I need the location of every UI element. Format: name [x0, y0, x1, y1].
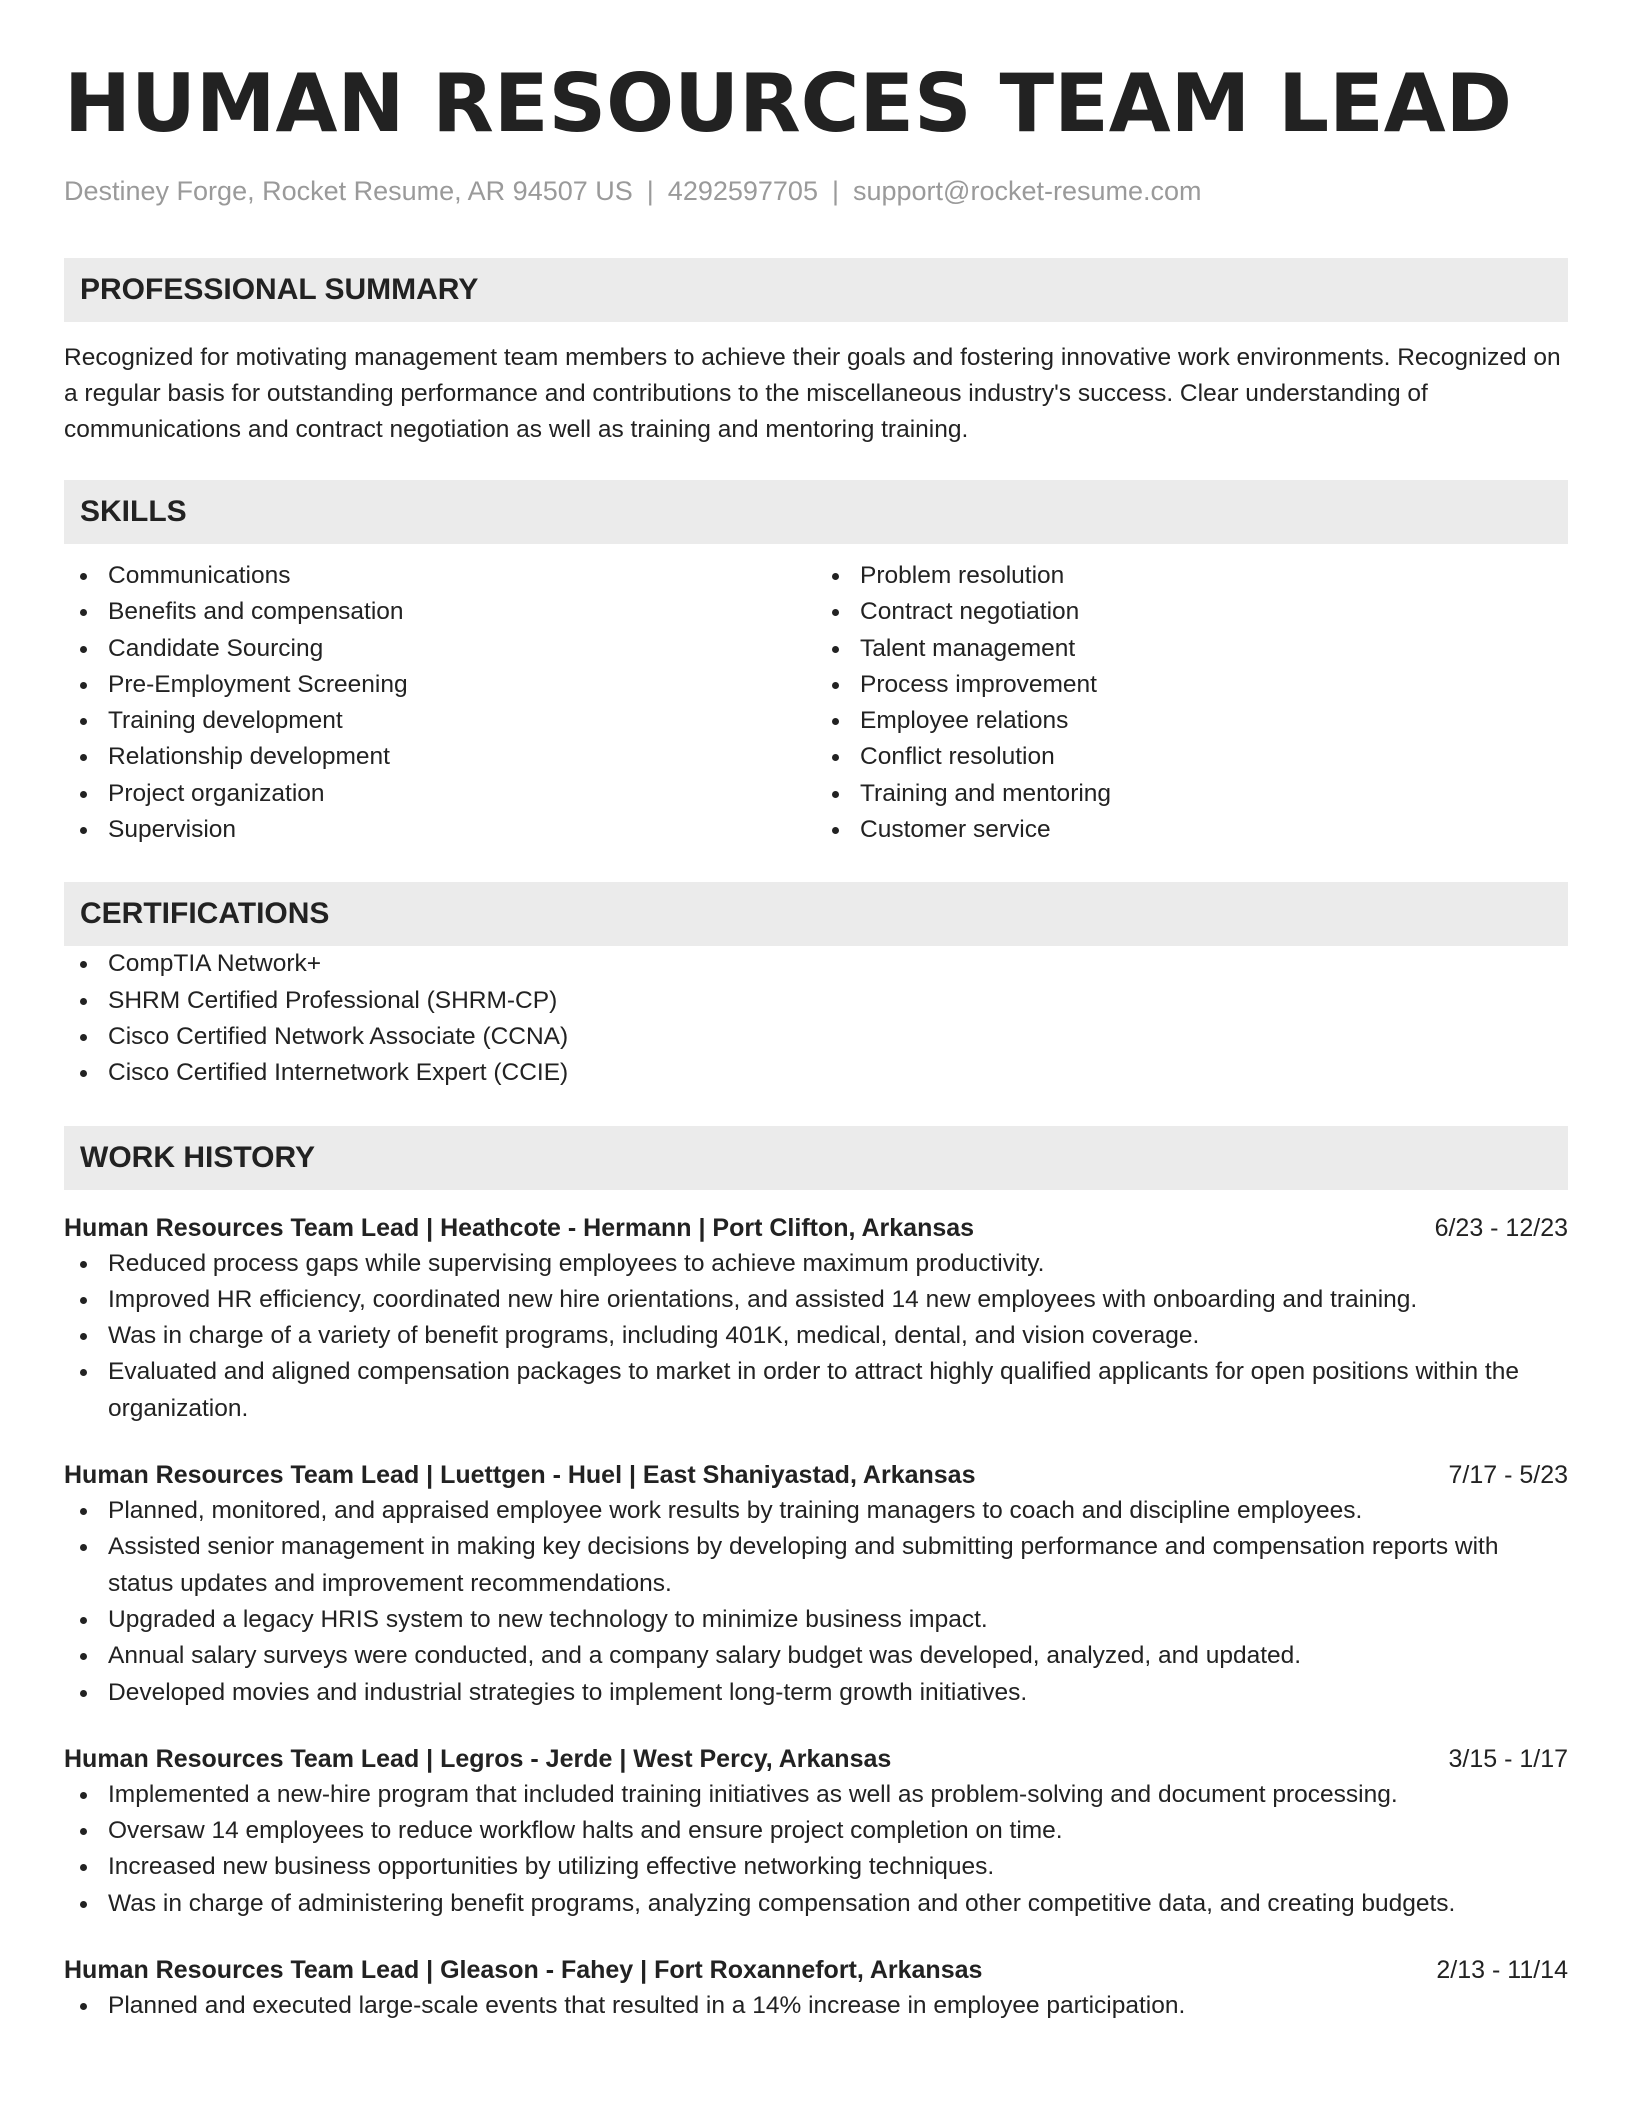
bullet-dot-icon: [80, 609, 87, 616]
section-header-summary: [64, 258, 1568, 322]
job-bullet: [64, 1602, 1568, 1638]
skill-item: [64, 631, 816, 667]
certification-item: [64, 1019, 1568, 1055]
bullet-dot-icon: [80, 682, 87, 689]
bullet-dot-icon: [80, 1653, 87, 1660]
bullet-dot-icon: [80, 1901, 87, 1908]
skill-item: [64, 667, 816, 703]
bullet-dot-icon: [832, 646, 839, 653]
skill-item: [64, 703, 816, 739]
bullet-text: Process improvement: [860, 670, 1097, 698]
bullet-dot-icon: [80, 1070, 87, 1077]
skill-item: [64, 594, 816, 630]
bullet-text: Implemented a new-hire program that included training initiatives as well as problem-solving and document processing.: [108, 1780, 1398, 1808]
certification-item: [64, 1055, 1568, 1091]
skills-column-right: [816, 558, 1568, 848]
bullet-text: Annual salary surveys were conducted, and a company salary budget was developed, analyzed, and updated.: [108, 1642, 1302, 1670]
job-dates: 7/17 - 5/23: [1448, 1461, 1568, 1490]
bullet-dot-icon: [80, 827, 87, 834]
job-bullet: [64, 1886, 1568, 1922]
bullet-dot-icon: [80, 1297, 87, 1304]
bullet-dot-icon: [80, 1369, 87, 1376]
contact-address: Destiney Forge, Rocket Resume, AR 94507 US: [64, 176, 633, 206]
job-entry: [64, 1741, 1568, 1922]
job-bullet: [64, 1638, 1568, 1674]
job-dates: 3/15 - 1/17: [1448, 1744, 1568, 1773]
certification-item: [64, 983, 1568, 1019]
bullet-dot-icon: [80, 961, 87, 968]
bullet-text: Supervision: [108, 816, 237, 844]
bullet-text: Improved HR efficiency, coordinated new hire orientations, and assisted 14 new employees with onboarding and training.: [108, 1285, 1418, 1313]
bullet-dot-icon: [80, 1544, 87, 1551]
bullet-dot-icon: [80, 2003, 87, 2010]
section-title: CERTIFICATIONS: [80, 897, 330, 931]
bullet-dot-icon: [80, 1333, 87, 1340]
bullet-text: Upgraded a legacy HRIS system to new technology to minimize business impact.: [108, 1605, 988, 1633]
bullet-text: Customer service: [860, 816, 1051, 844]
bullet-dot-icon: [80, 754, 87, 761]
job-title: Human Resources Team Lead | Luettgen - Huel | East Shaniyastad, Arkansas: [64, 1461, 976, 1490]
bullet-dot-icon: [80, 1828, 87, 1835]
bullet-dot-icon: [80, 646, 87, 653]
bullet-text: Cisco Certified Network Associate (CCNA): [108, 1022, 569, 1050]
job-title: Human Resources Team Lead | Heathcote - Hermann | Port Clifton, Arkansas: [64, 1213, 975, 1242]
bullet-text: Problem resolution: [860, 562, 1065, 589]
bullet-text: Communications: [108, 562, 291, 589]
bullet-text: Cisco Certified Internetwork Expert (CCIE): [108, 1059, 569, 1087]
bullet-dot-icon: [832, 754, 839, 761]
job-bullet: [64, 1318, 1568, 1354]
job-bullets: [64, 1246, 1568, 1427]
bullet-dot-icon: [80, 1508, 87, 1515]
bullet-text: Was in charge of a variety of benefit programs, including 401K, medical, dental, and vision coverage.: [108, 1322, 1200, 1350]
bullet-dot-icon: [80, 998, 87, 1005]
job-entry: [64, 1952, 1568, 2024]
certification-item: [64, 946, 1568, 982]
job-bullet: [64, 1675, 1568, 1711]
skills-list: [816, 558, 1568, 848]
job-title: Human Resources Team Lead | Gleason - Fahey | Fort Roxannefort, Arkansas: [64, 1956, 983, 1985]
bullet-dot-icon: [832, 827, 839, 834]
job-bullet: [64, 1988, 1568, 2024]
bullet-text: Developed movies and industrial strategies to implement long-term growth initiatives.: [108, 1678, 1028, 1706]
section-header-skills: [64, 480, 1568, 544]
contact-email[interactable]: support@rocket-resume.com: [852, 176, 1202, 206]
bullet-dot-icon: [80, 1261, 87, 1268]
bullet-dot-icon: [80, 1617, 87, 1624]
bullet-text: Reduced process gaps while supervising employees to achieve maximum productivity.: [108, 1249, 1045, 1277]
job-bullet: [64, 1246, 1568, 1282]
bullet-text: Planned, monitored, and appraised employee work results by training managers to coach and discipline employees.: [108, 1497, 1363, 1525]
bullet-dot-icon: [832, 682, 839, 689]
job-title: Human Resources Team Lead | Legros - Jerde | West Percy, Arkansas: [64, 1744, 892, 1773]
skill-item: [816, 594, 1568, 630]
section-header-certifications: [64, 882, 1568, 946]
job-bullet: [64, 1354, 1568, 1427]
section-title: WORK HISTORY: [80, 1140, 316, 1174]
job-bullets: [64, 1988, 1568, 2024]
bullet-text: Training and mentoring: [860, 779, 1112, 807]
bullet-text: CompTIA Network+: [108, 950, 322, 978]
skills-list: [64, 558, 816, 848]
bullet-text: Candidate Sourcing: [108, 634, 324, 662]
skill-item: [816, 739, 1568, 775]
bullet-dot-icon: [80, 573, 87, 580]
section-header-work-history: [64, 1126, 1568, 1190]
bullet-text: Contract negotiation: [860, 598, 1080, 626]
bullet-dot-icon: [832, 718, 839, 725]
skill-item: [816, 703, 1568, 739]
skill-item: [64, 776, 816, 812]
job-bullet: [64, 1813, 1568, 1849]
skill-item: [816, 812, 1568, 848]
skill-item: [64, 812, 816, 848]
resume-title: HUMAN RESOURCES TEAM LEAD: [64, 57, 1513, 150]
bullet-text: Talent management: [860, 634, 1076, 662]
bullet-text: Benefits and compensation: [108, 598, 404, 626]
bullet-dot-icon: [80, 718, 87, 725]
bullet-text: Employee relations: [860, 707, 1069, 735]
summary-text: Recognized for motivating management team members to achieve their goals and fostering innovative work environments. Recognized on a regular basis for outstanding performance and contributions to the miscellaneous industry's success. Clear understanding of communications and contract negotiation as well as training and mentoring training.: [64, 344, 1561, 443]
job-header: [64, 1952, 1568, 1988]
section-title: PROFESSIONAL SUMMARY: [80, 273, 479, 306]
job-entry: [64, 1457, 1568, 1711]
job-bullet: [64, 1282, 1568, 1318]
bullet-text: SHRM Certified Professional (SHRM-CP): [108, 986, 558, 1014]
bullet-text: Oversaw 14 employees to reduce workflow halts and ensure project completion on time.: [108, 1817, 1063, 1845]
bullet-dot-icon: [80, 1864, 87, 1871]
job-entry: [64, 1210, 1568, 1427]
skill-item: [816, 631, 1568, 667]
bullet-text: Was in charge of administering benefit programs, analyzing compensation and other competitive data, and creating budgets.: [108, 1889, 1456, 1917]
bullet-dot-icon: [80, 1792, 87, 1799]
bullet-text: Assisted senior management in making key decisions by developing and submitting performance and compensation reports with status updates and improvement recommendations.: [108, 1533, 1499, 1597]
skill-item: [64, 558, 816, 594]
bullet-dot-icon: [832, 609, 839, 616]
skill-item: [64, 739, 816, 775]
job-dates: 6/23 - 12/23: [1434, 1213, 1568, 1242]
job-bullets: [64, 1777, 1568, 1922]
skill-item: [816, 558, 1568, 594]
skill-item: [816, 667, 1568, 703]
skills-grid: [64, 558, 1568, 848]
job-header: [64, 1210, 1568, 1246]
bullet-text: Relationship development: [108, 743, 390, 771]
bullet-text: Training development: [108, 707, 343, 735]
job-header: [64, 1741, 1568, 1777]
bullet-text: Pre-Employment Screening: [108, 670, 408, 698]
bullet-dot-icon: [832, 573, 839, 580]
bullet-dot-icon: [80, 1034, 87, 1041]
contact-line: [64, 174, 1568, 208]
job-bullet: [64, 1777, 1568, 1813]
work-history-list: [64, 1210, 1568, 2025]
job-bullet: [64, 1849, 1568, 1885]
section-title: SKILLS: [80, 495, 187, 528]
bullet-dot-icon: [80, 1690, 87, 1697]
contact-separator: |: [646, 176, 654, 206]
skill-item: [816, 776, 1568, 812]
certifications-list: [64, 946, 1568, 1091]
bullet-text: Project organization: [108, 779, 325, 807]
job-bullet: [64, 1529, 1568, 1602]
bullet-text: Evaluated and aligned compensation packages to market in order to attract highly qualified applicants for open positions within the organization.: [108, 1358, 1519, 1422]
skills-column-left: [64, 558, 816, 848]
bullet-text: Conflict resolution: [860, 743, 1055, 771]
job-header: [64, 1457, 1568, 1493]
contact-phone: 4292597705: [667, 176, 818, 206]
job-bullets: [64, 1493, 1568, 1711]
bullet-text: Planned and executed large-scale events that resulted in a 14% increase in employee participation.: [108, 1992, 1186, 2020]
bullet-text: Increased new business opportunities by utilizing effective networking techniques.: [108, 1853, 995, 1881]
bullet-dot-icon: [80, 791, 87, 798]
contact-separator: |: [831, 176, 839, 206]
job-bullet: [64, 1493, 1568, 1529]
bullet-dot-icon: [832, 791, 839, 798]
job-dates: 2/13 - 11/14: [1436, 1956, 1568, 1985]
